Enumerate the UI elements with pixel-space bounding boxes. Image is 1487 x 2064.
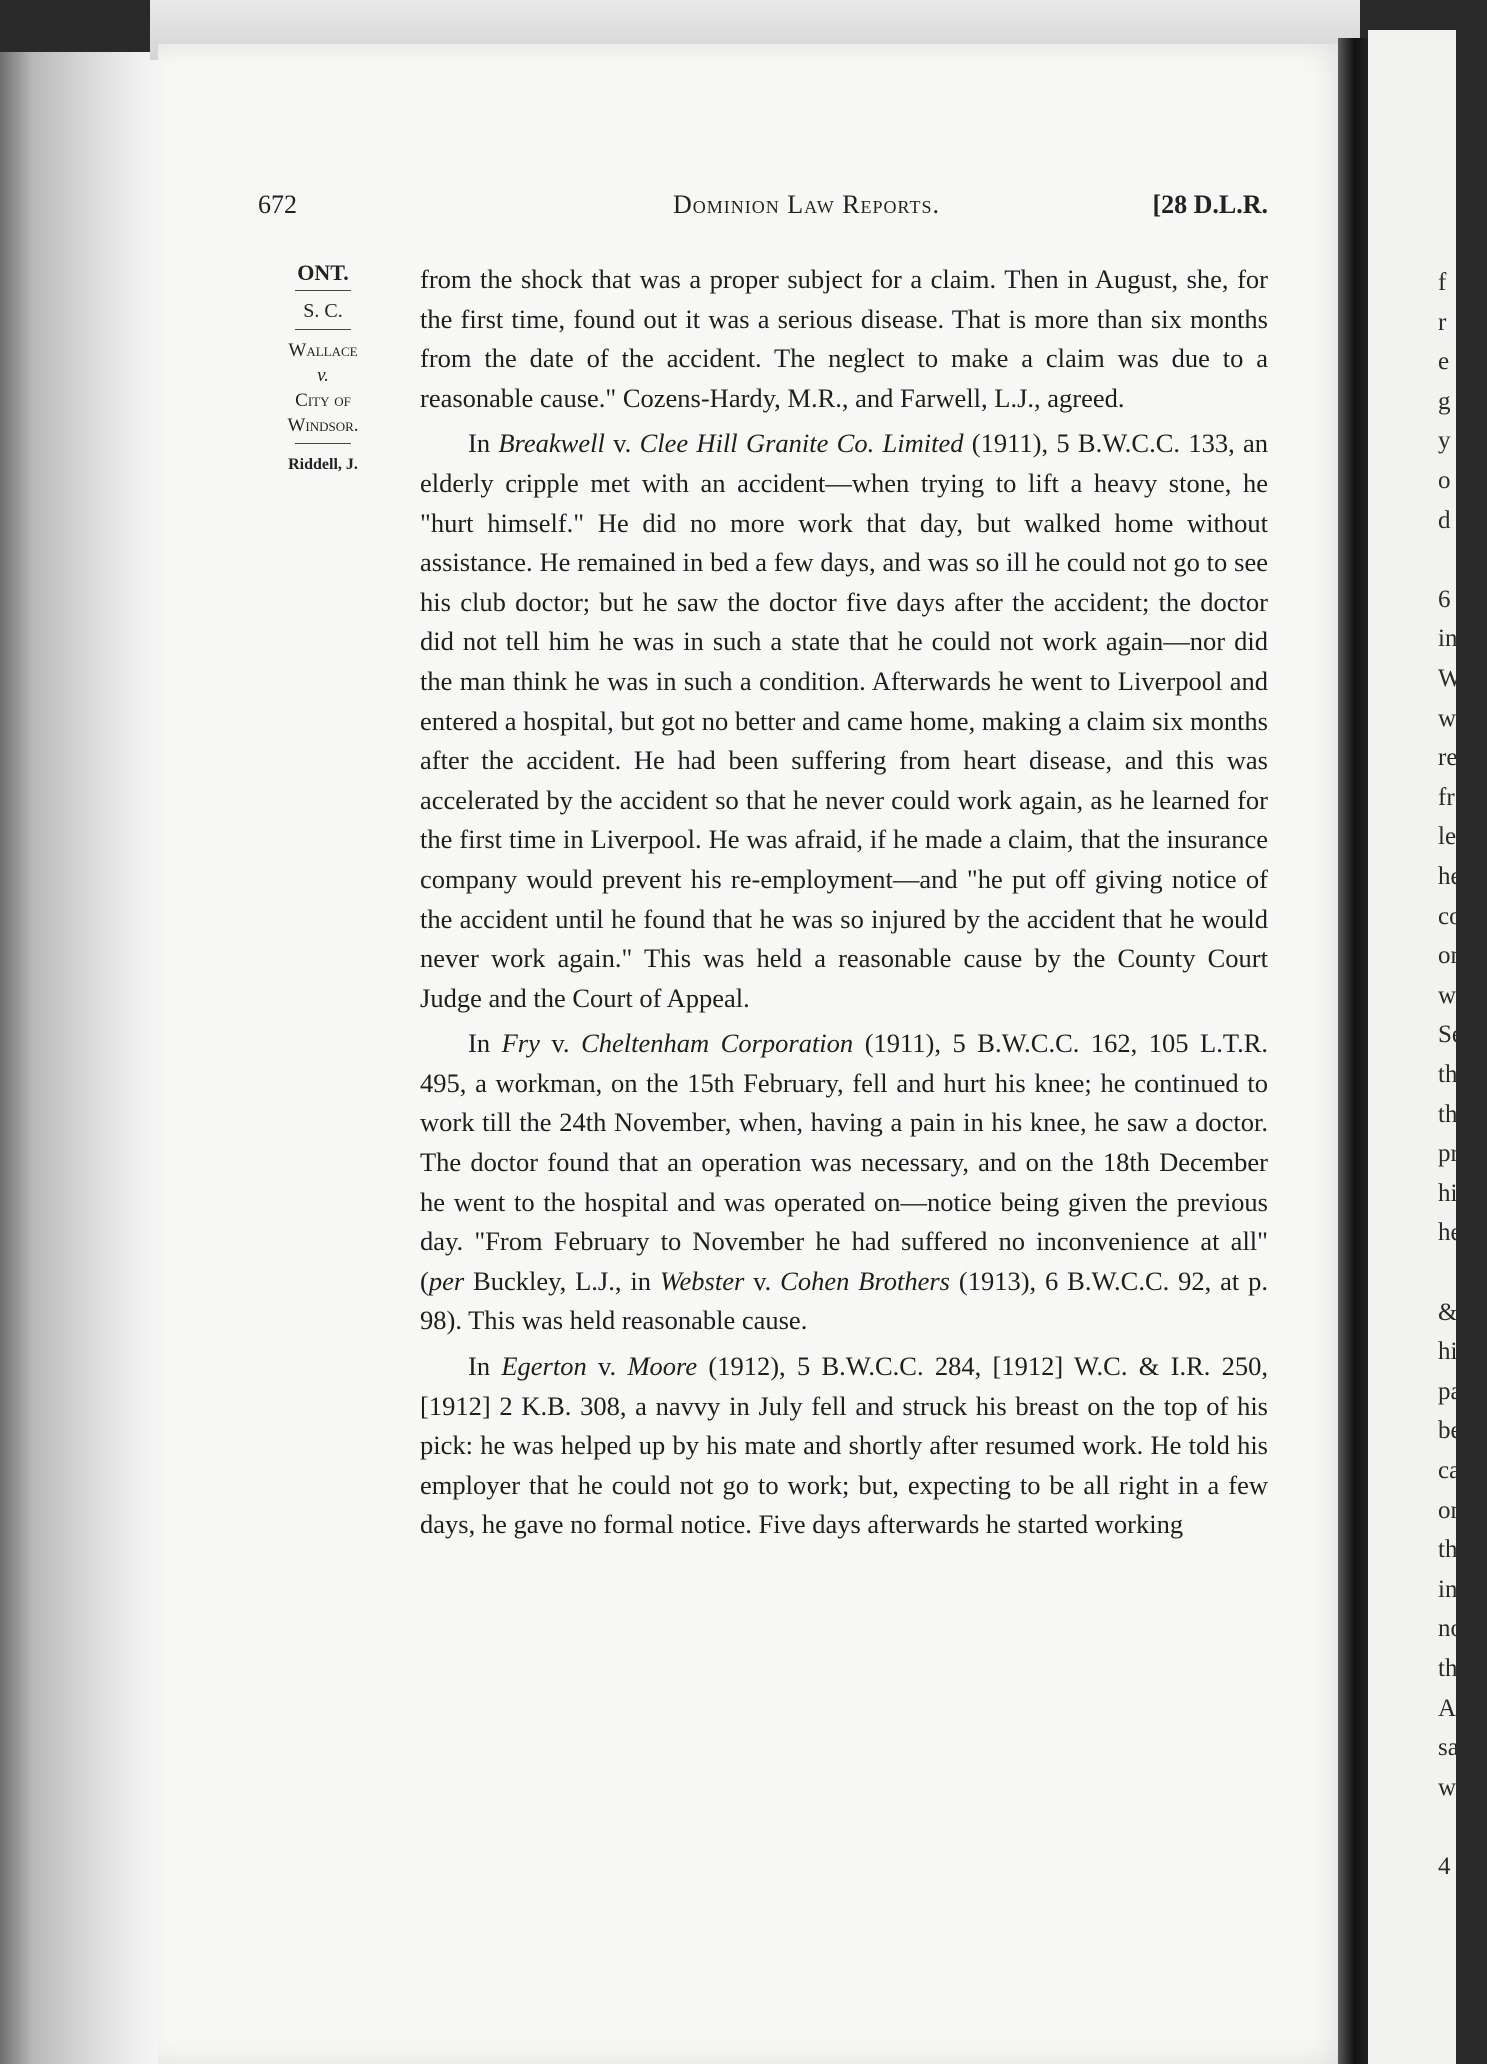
- next-page-fragment: Se: [1438, 1021, 1463, 1049]
- next-page-fragment: he: [1438, 1219, 1462, 1247]
- case-name: Cohen Brothers: [780, 1265, 950, 1296]
- book-page-edges: [0, 52, 162, 2064]
- text-run: v.: [744, 1265, 781, 1296]
- latin-term: per: [428, 1265, 465, 1296]
- next-page-fragment: o: [1438, 467, 1451, 494]
- next-page-fragment: on: [1438, 1496, 1463, 1524]
- next-page-fragment: e: [1438, 348, 1450, 376]
- next-page-fragment: no: [1438, 1615, 1463, 1643]
- next-page-fragment: his: [1438, 1179, 1468, 1207]
- next-page-fragment: y: [1438, 427, 1451, 455]
- next-page-fragment: r: [1438, 308, 1447, 336]
- text-run: v.: [539, 1028, 582, 1059]
- next-page-fragment: pr: [1438, 1140, 1459, 1168]
- next-page-fragment: co: [1438, 902, 1462, 930]
- sidebar-case-party2-line1: City of: [295, 390, 351, 411]
- case-name: Clee Hill Granite Co. Limited: [639, 428, 964, 459]
- next-page-fragment: wa: [1438, 981, 1468, 1009]
- next-page-fragment: g: [1438, 387, 1451, 415]
- sidebar-case-v: v.: [317, 365, 329, 386]
- case-sidebar: [258, 260, 388, 477]
- next-page-fragment: bet: [1438, 1417, 1469, 1445]
- text-run: v.: [604, 428, 640, 459]
- text-run: (1911), 5 B.W.C.C. 162, 105 L.T.R. 495, a workman, on the 15th February, fell and hurt his knee; he continued to work till the 24th November, when, having a pain in his knee, he saw a doctor. The doctor found that an operation was necessary, and on the 18th December he went to the hospital and was operated on—notice being given the previous day. "From February to November he had suffered no inconvenience at all" (: [420, 1028, 1269, 1296]
- running-title: Dominion Law Reports.: [673, 190, 940, 219]
- text-run: Buckley, L.J., in: [464, 1265, 660, 1296]
- next-page-fragment: f: [1438, 269, 1447, 296]
- next-page-fragment: & I: [1438, 1298, 1473, 1326]
- text-run: In: [468, 1028, 502, 1059]
- next-page-fragment: [1438, 1812, 1456, 1842]
- text-run: In: [468, 428, 499, 459]
- next-page-fragment: [1438, 1258, 1456, 1288]
- paragraph-1: from the shock that was a proper subject for a claim. Then in August, she, for the first time, found out it was a serious disease. That is more than six months from the date of the accident. The neglect to make a claim was due to a reasonable cause." Cozens-Hardy, M.R., and Farwell, L.J., agreed.: [420, 264, 1268, 413]
- next-page-fragment: w: [1438, 704, 1457, 732]
- case-name: Breakwell: [498, 428, 605, 459]
- next-page-fragment: fr: [1438, 783, 1455, 811]
- case-name: Webster: [659, 1265, 745, 1296]
- next-page-fragment: ther: [1438, 1655, 1477, 1682]
- next-page-fragment: W: [1438, 665, 1462, 692]
- page-number: 672: [258, 190, 297, 219]
- paragraph-breakwell: [420, 424, 1268, 1018]
- volume-citation: [28 D.L.R.: [1152, 190, 1268, 219]
- text-run: (1911), 5 B.W.C.C. 133, an elderly cripple met with an accident—when trying to lift a heavy stone, he "hurt himself." He did no more work that day, but walked home without assistance. He remained in bed a few days, and was so ill he could not go to see his club doctor; but he saw the doctor five days after the accident; the doctor did not tell him he was in such a state that he could not work again—nor did the man think he was in such a condition. Afterwards he went to Liverpool and entered a hospital, but got no better and came home, making a claim six months after the accident. He had been suffering from heart disease, and this was accelerated by the accident so that he never could work again, as he learned for the first time in Liverpool. He was afraid, if he made a claim, that the insurance company would prevent his re-employment—and "he put off giving notice of the accident until he found that he was so injured by the accident that he would never work again." This was held a reasonable cause by the County Court Judge and the Court of Appeal.: [420, 428, 1268, 1013]
- case-name: Moore: [627, 1351, 698, 1382]
- case-name: Egerton: [501, 1351, 587, 1382]
- book-gutter: [1338, 38, 1368, 2064]
- text-run: In: [468, 1351, 502, 1382]
- text-run: (1912), 5 B.W.C.C. 284, [1912] W.C. & I.R. 250, [1912] 2 K.B. 308, a navvy in July fell and struck his breast on the top of his pick: he was helped up by his mate and shortly after resumed work. He told his employer that he could not go to work; but, expecting to be all right in a few days, he gave no formal notice. Five days afterwards he started working: [420, 1351, 1269, 1540]
- next-page-fragment: App: [1438, 1694, 1482, 1722]
- next-page-fragment: th: [1438, 1061, 1458, 1088]
- next-page-fragment: says: [1438, 1734, 1482, 1762]
- paragraph-fry: [420, 1024, 1268, 1341]
- next-page-fragment: cap: [1438, 1457, 1473, 1484]
- sidebar-jurisdiction: ONT.: [297, 260, 349, 285]
- sidebar-case-party1: Wallace: [288, 340, 358, 361]
- sidebar-court: S. C.: [303, 300, 343, 322]
- next-page-fragment: 4: [1438, 1853, 1451, 1880]
- sidebar-case-party2-line2: Windsor.: [287, 415, 359, 436]
- next-page-fragment: pai: [1438, 1377, 1469, 1405]
- next-page-fragment: he: [1438, 863, 1462, 890]
- sidebar-divider: [295, 290, 351, 291]
- next-page-fragment: re: [1438, 744, 1458, 772]
- case-name: Fry: [501, 1028, 540, 1059]
- next-page-fragment: 6: [1438, 585, 1451, 613]
- next-page-fragment: le: [1438, 823, 1457, 851]
- body-text: [420, 260, 1268, 1545]
- next-page-fragment: on: [1438, 942, 1463, 970]
- text-run: (1913), 6 B.W.C.C. 92, at p. 98). This was held reasonable cause.: [420, 1265, 1268, 1336]
- sidebar-divider: [295, 443, 351, 444]
- next-page-fragment: his: [1438, 1338, 1468, 1366]
- next-page-fragment: d: [1438, 506, 1451, 534]
- next-page-fragment: in: [1438, 625, 1458, 653]
- next-page-fragment: the: [1438, 1536, 1469, 1564]
- next-page-fragment: [1438, 545, 1456, 575]
- sidebar-divider: [295, 329, 351, 330]
- next-page-fragment: ing,: [1438, 1575, 1477, 1603]
- running-header: [258, 190, 1268, 226]
- next-page-fragment: th: [1438, 1100, 1458, 1128]
- sidebar-judge: Riddell, J.: [288, 456, 358, 473]
- case-name: Cheltenham Corporation: [581, 1028, 854, 1059]
- next-page-fragment: whic: [1438, 1773, 1487, 1801]
- paragraph-egerton: [420, 1347, 1268, 1545]
- text-run: v.: [586, 1351, 628, 1382]
